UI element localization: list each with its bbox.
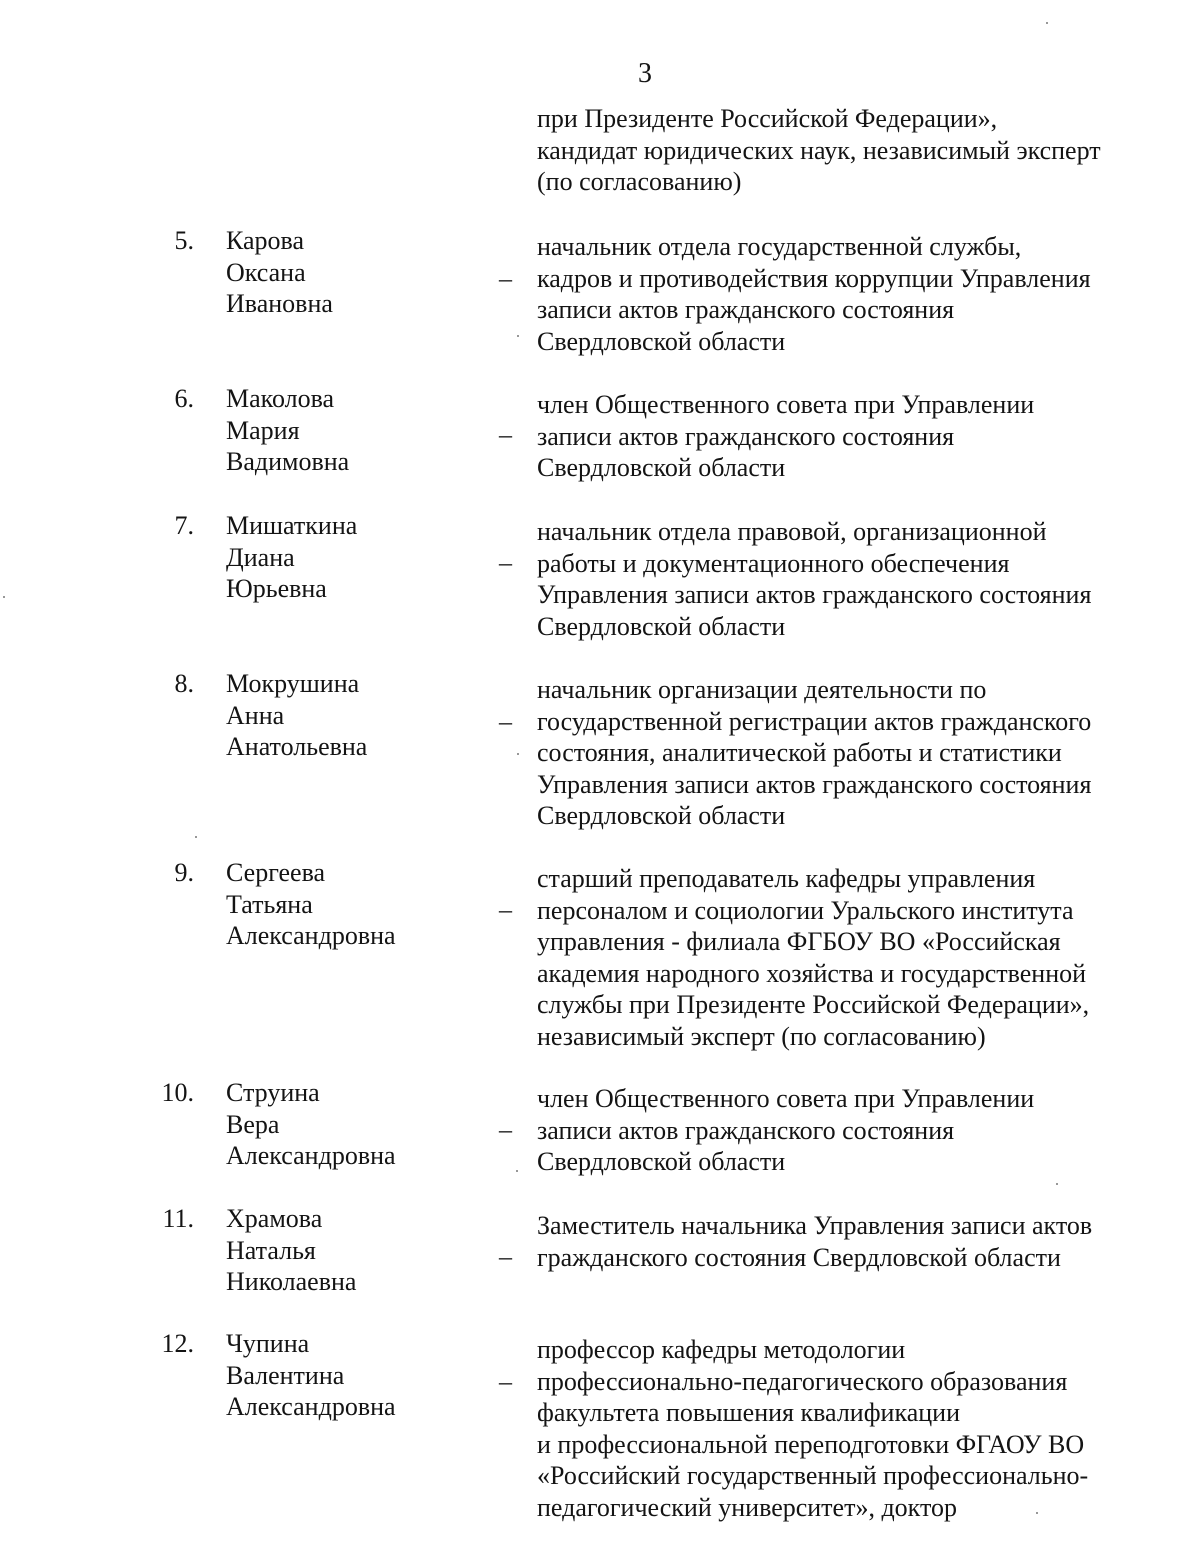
position-line: Свердловской области: [537, 611, 786, 641]
position-line: кадров и противодействия коррупции Управления: [537, 263, 1091, 293]
member-position: [537, 516, 1091, 642]
continuation-line: кандидат юридических наук, независимый эксперт: [537, 135, 1101, 165]
member-surname: Струина: [226, 1078, 320, 1107]
position-line: записи актов гражданского состояния: [537, 421, 955, 451]
scan-speck: [516, 1170, 518, 1172]
scan-speck: [517, 753, 519, 755]
scan-speck: [1036, 1512, 1038, 1514]
position-line: Управления записи актов гражданского состояния: [537, 769, 1092, 799]
scan-speck: [1056, 1183, 1058, 1185]
position-line: состояния, аналитической работы и статистики: [537, 738, 1062, 767]
position-line: «Российский государственный профессионально-: [537, 1461, 1089, 1490]
member-patronymic: Александровна: [226, 921, 396, 950]
position-line: гражданского состояния Свердловской области: [537, 1242, 1061, 1272]
position-line: государственной регистрации актов гражданского: [537, 706, 1092, 736]
member-patronymic: Николаевна: [226, 1267, 357, 1296]
member-position: [537, 863, 1089, 1052]
member-surname: Храмова: [226, 1204, 323, 1233]
dash-separator: –: [499, 1242, 512, 1271]
member-patronymic: Александровна: [226, 1392, 396, 1421]
member-name: [226, 1077, 396, 1172]
member-number: 9.: [174, 858, 194, 887]
position-line: начальник отдела правовой, организационной: [537, 517, 1047, 546]
scan-speck: [517, 335, 519, 337]
member-surname: Карова: [226, 226, 305, 255]
position-line: профессионально-педагогического образования: [537, 1366, 1068, 1396]
continuation-line: (по согласованию): [537, 167, 742, 196]
position-line: службы при Президенте Российской Федерации»,: [537, 990, 1090, 1019]
dash-separator: –: [499, 264, 512, 293]
dash-separator: –: [499, 420, 512, 449]
member-surname: Маколова: [226, 384, 335, 413]
dash-separator: –: [499, 707, 512, 736]
member-first-name: Вера: [226, 1109, 280, 1139]
position-line: Свердловской области: [537, 1147, 786, 1176]
member-position: [537, 1210, 1092, 1273]
member-position: [537, 389, 1034, 484]
member-surname: Мокрушина: [226, 669, 360, 698]
dash-separator: –: [499, 1367, 512, 1396]
member-number: 7.: [174, 511, 194, 540]
position-line: работы и документационного обеспечения: [537, 548, 1010, 578]
member-name: [226, 857, 396, 952]
member-position: [537, 1083, 1034, 1178]
member-number: 10.: [161, 1078, 194, 1107]
position-line: персоналом и социологии Уральского института: [537, 895, 1074, 925]
member-number: 6.: [174, 384, 194, 413]
member-first-name: Диана: [226, 542, 295, 572]
member-first-name: Анна: [226, 700, 285, 730]
member-position: [537, 231, 1091, 357]
scan-speck: [3, 596, 5, 598]
position-line: Свердловской области: [537, 453, 786, 482]
position-line: и профессиональной переподготовки ФГАОУ ВО: [537, 1429, 1085, 1459]
continuation-line: при Президенте Российской Федерации»,: [537, 104, 998, 133]
position-line: записи актов гражданского состояния: [537, 1115, 955, 1145]
member-patronymic: Юрьевна: [226, 574, 327, 603]
member-position: [537, 1334, 1088, 1523]
position-line: начальник отдела государственной службы,: [537, 232, 1022, 261]
member-name: [226, 383, 349, 478]
scan-speck: [1046, 22, 1048, 24]
continuation-text: [537, 103, 1177, 198]
dash-separator: –: [499, 548, 512, 577]
position-line: старший преподаватель кафедры управления: [537, 864, 1036, 893]
member-surname: Мишаткина: [226, 511, 358, 540]
position-line: профессор кафедры методологии: [537, 1335, 906, 1364]
position-line: член Общественного совета при Управлении: [537, 390, 1035, 419]
member-number: 8.: [174, 669, 194, 698]
member-position: [537, 674, 1091, 832]
member-number: 5.: [174, 226, 194, 255]
position-line: педагогический университет», доктор: [537, 1492, 957, 1522]
position-line: записи актов гражданского состояния: [537, 295, 955, 324]
position-line: управления - филиала ФГБОУ ВО «Российская: [537, 927, 1061, 956]
page-number: 3: [638, 58, 652, 89]
member-name: [226, 668, 367, 763]
member-name: [226, 510, 357, 605]
position-line: Свердловской области: [537, 326, 786, 356]
member-first-name: Наталья: [226, 1235, 316, 1265]
member-first-name: Оксана: [226, 257, 306, 287]
scan-speck: [195, 836, 197, 838]
member-surname: Чупина: [226, 1329, 310, 1358]
dash-separator: –: [499, 895, 512, 924]
member-first-name: Мария: [226, 415, 300, 445]
position-line: академия народного хозяйства и государственной: [537, 958, 1087, 988]
member-patronymic: Анатольевна: [226, 732, 368, 761]
position-line: Заместитель начальника Управления записи актов: [537, 1211, 1093, 1240]
member-number: 12.: [161, 1329, 194, 1358]
dash-separator: –: [499, 1115, 512, 1144]
member-first-name: Валентина: [226, 1360, 345, 1390]
member-name: [226, 1328, 396, 1423]
member-patronymic: Александровна: [226, 1141, 396, 1170]
position-line: член Общественного совета при Управлении: [537, 1084, 1035, 1113]
member-patronymic: Ивановна: [226, 289, 333, 318]
member-surname: Сергеева: [226, 858, 326, 887]
member-first-name: Татьяна: [226, 889, 313, 919]
position-line: независимый эксперт (по согласованию): [537, 1021, 986, 1051]
member-name: [226, 1203, 356, 1298]
member-patronymic: Вадимовна: [226, 447, 350, 476]
position-line: Управления записи актов гражданского состояния: [537, 580, 1092, 609]
position-line: Свердловской области: [537, 801, 786, 830]
position-line: факультета повышения квалификации: [537, 1398, 960, 1427]
member-number: 11.: [162, 1204, 194, 1233]
member-name: [226, 225, 333, 320]
position-line: начальник организации деятельности по: [537, 675, 987, 704]
